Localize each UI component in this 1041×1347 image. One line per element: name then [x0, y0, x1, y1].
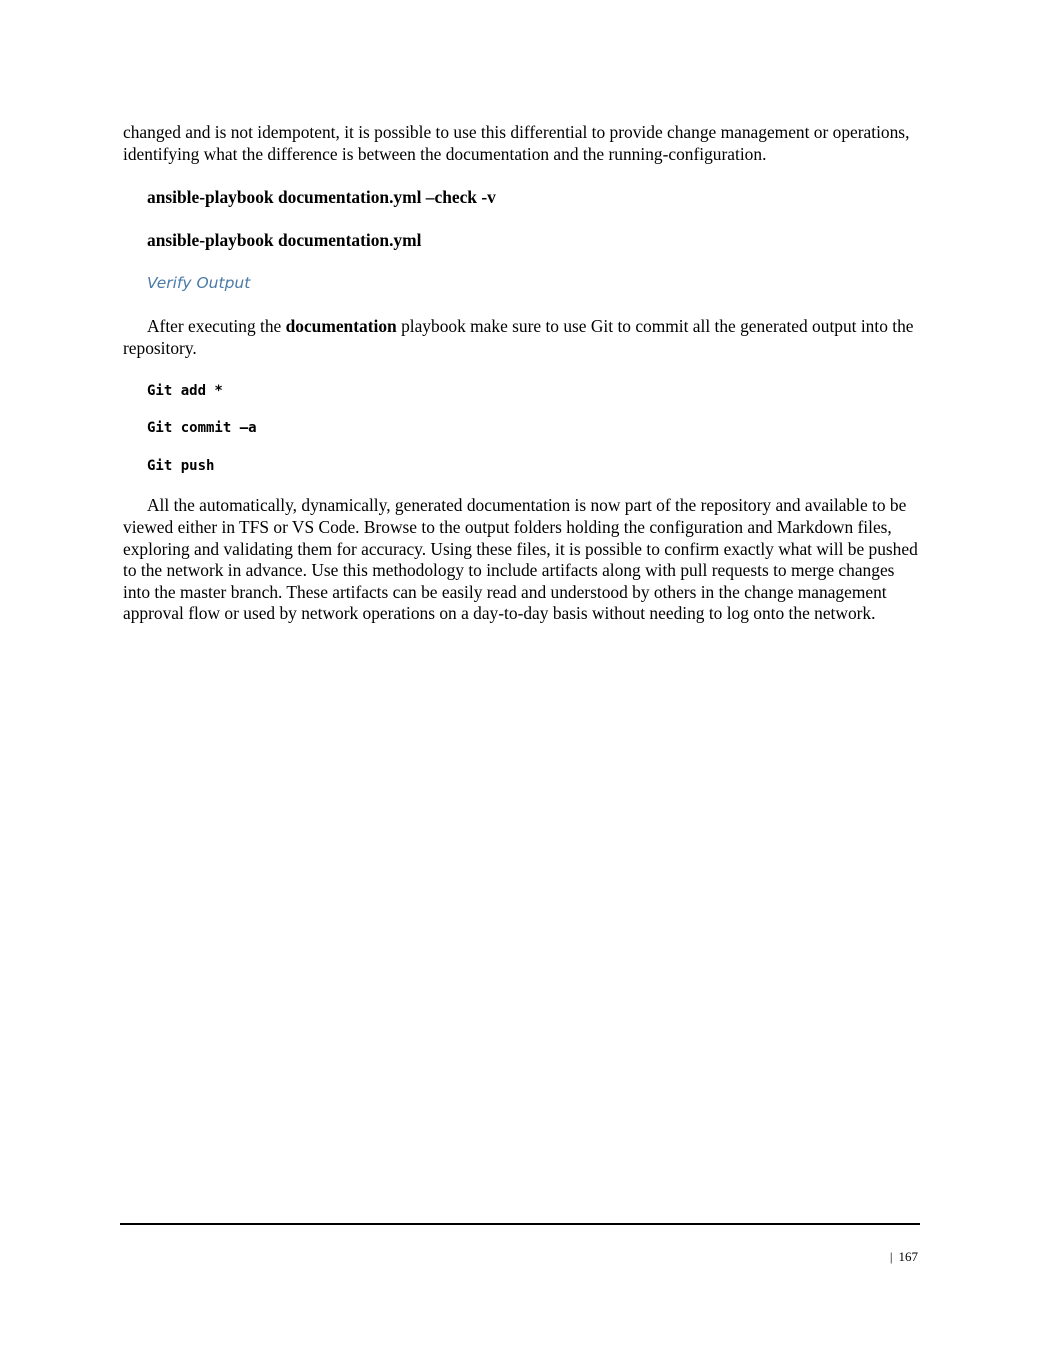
footer-separator: | — [889, 1249, 893, 1264]
playbook-name: documentation — [285, 316, 397, 337]
after-paragraph — [123, 316, 919, 359]
after-text-start: After executing the — [147, 316, 286, 337]
after-text-end: playbook make sure to use Git to commit all the generated output into the repository. — [123, 316, 914, 358]
footer-rule — [120, 1223, 920, 1225]
page-body — [123, 122, 919, 625]
closing-paragraph: All the automatically, dynamically, generated documentation is now part of the repository and available to be viewed either in TFS or VS Code. Browse to the output folders holding the configuration and Markdown files, exploring and validating them for accuracy. Using these files, it is possible to confirm exactly what will be pushed to the network in advance. Use this methodology to include artifacts along with pull requests to merge changes into the master branch. These artifacts can be easily read and understood by others in the change management approval flow or used by network operations on a day-to-day basis without needing to log onto the network. — [123, 495, 918, 624]
run-command: ansible-playbook documentation.yml — [147, 230, 422, 251]
git-commit-command: Git commit –a — [147, 420, 257, 437]
page-footer — [890, 1249, 918, 1265]
section-heading: Verify Output — [147, 274, 251, 293]
git-push-command: Git push — [147, 458, 215, 475]
page-number: 167 — [898, 1249, 918, 1264]
git-add-command: Git add * — [147, 383, 223, 400]
check-command: ansible-playbook documentation.yml –check -v — [147, 187, 496, 208]
intro-paragraph: changed and is not idempotent, it is possible to use this differential to provide change management or operations, identifying what the difference is between the documentation and the running-configuration. — [123, 122, 910, 164]
